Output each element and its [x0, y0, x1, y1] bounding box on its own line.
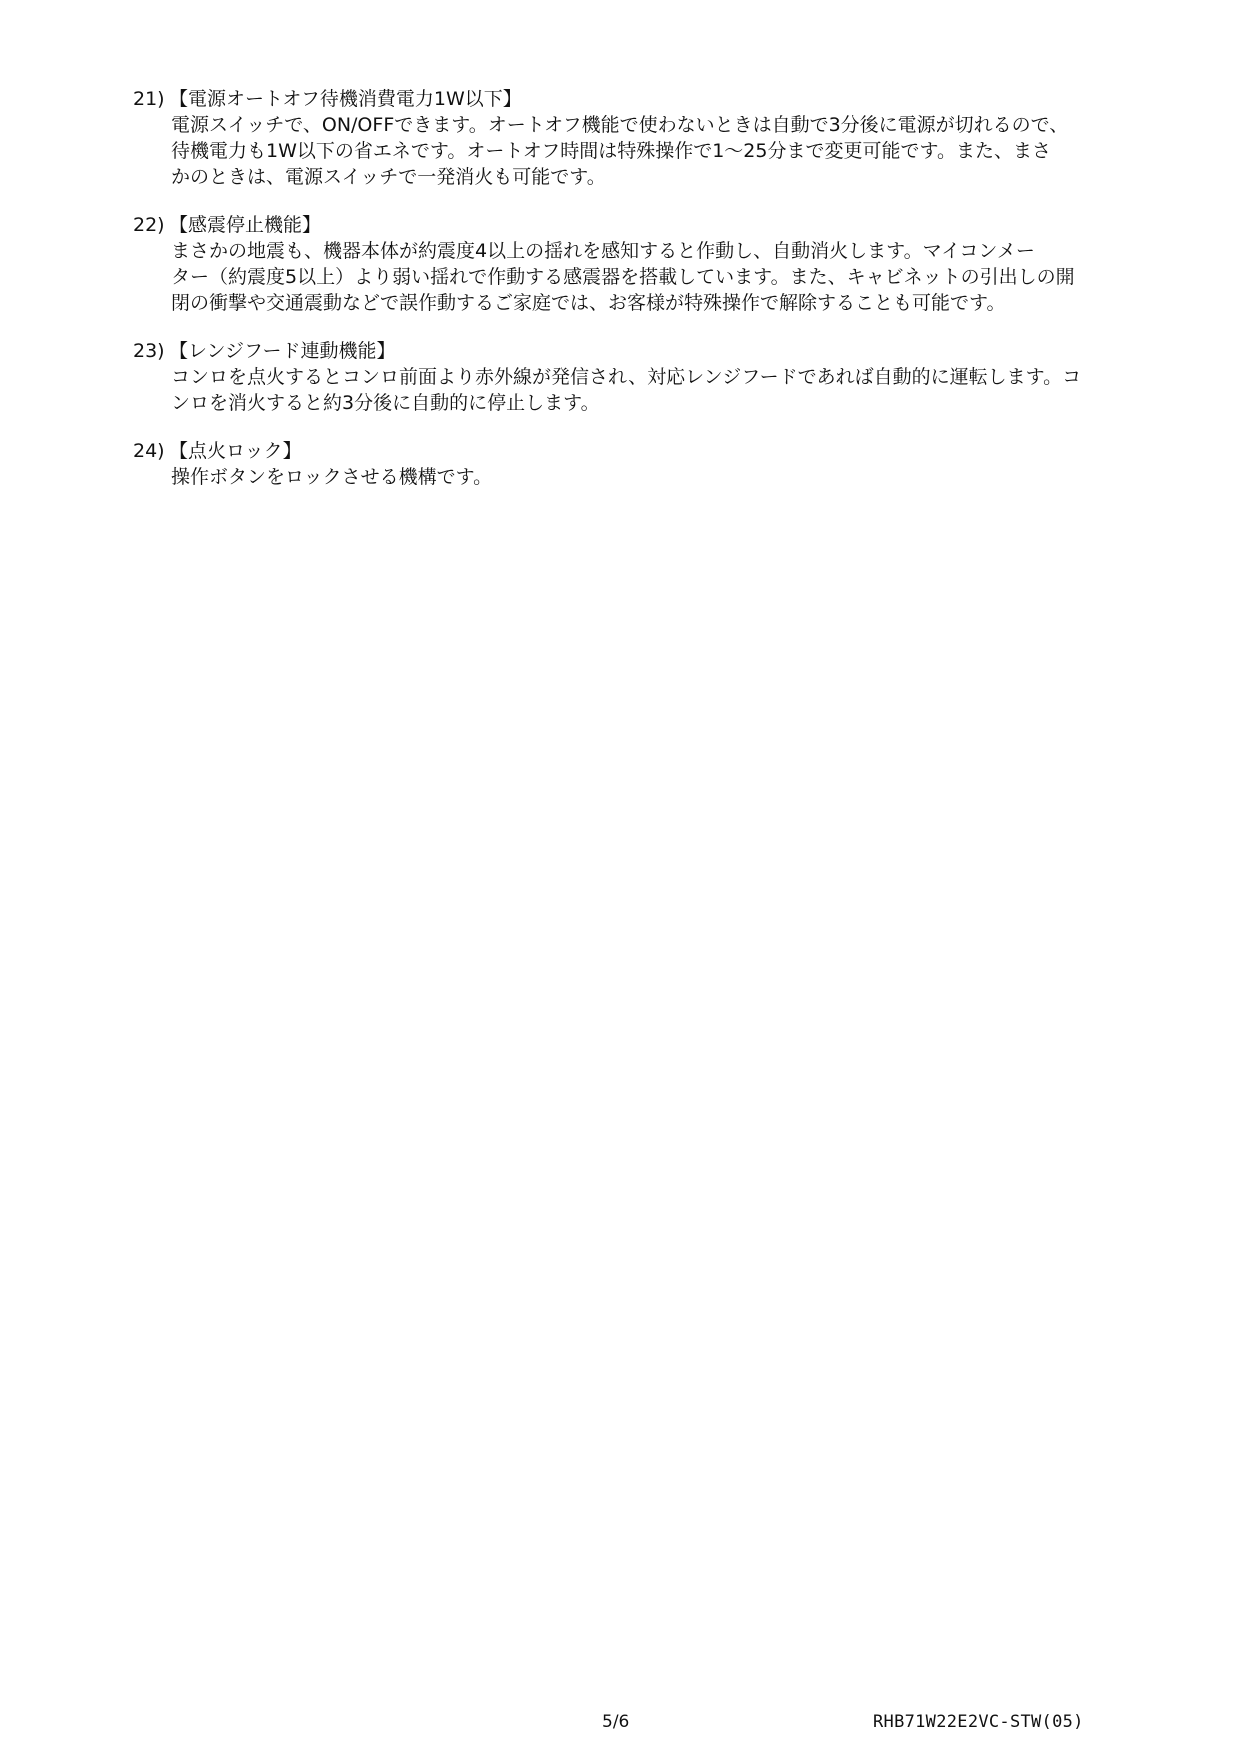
document-code: RHB71W22E2VC-STW(05): [873, 1712, 1084, 1732]
body-line: 操作ボタンをロックさせる機構です。: [171, 466, 493, 488]
section-24: [133, 438, 1173, 490]
section-heading: [133, 212, 1173, 238]
section-number: 24): [133, 440, 165, 462]
section-body: [171, 238, 1173, 316]
section-number: 22): [133, 214, 165, 236]
body-line: 電源スイッチで、ON/OFFできます。オートオフ機能で使わないときは自動で3分後に電源が切れるので、: [171, 114, 1069, 136]
body-line: コンロを点火するとコンロ前面より赤外線が発信され、対応レンジフードであれば自動的に運転します。コ: [171, 366, 1082, 388]
section-body: [171, 364, 1173, 416]
section-heading: [133, 86, 1173, 112]
body-line: ンロを消火すると約3分後に自動的に停止します。: [171, 392, 600, 414]
section-title: 【感震停止機能】: [169, 214, 322, 236]
section-23: [133, 338, 1173, 416]
page-number: 5/6: [602, 1712, 630, 1732]
section-21: [133, 86, 1173, 190]
section-title: 【点火ロック】: [169, 440, 302, 462]
body-line: 待機電力も1W以下の省エネです。オートオフ時間は特殊操作で1～25分まで変更可能です。また、まさ: [171, 140, 1051, 162]
section-heading: [133, 338, 1173, 364]
section-title: 【レンジフード連動機能】: [169, 340, 396, 362]
section-number: 21): [133, 88, 165, 110]
section-number: 23): [133, 340, 165, 362]
body-line: ター（約震度5以上）より弱い揺れで作動する感震器を搭載しています。また、キャビネットの引出しの開: [171, 266, 1075, 288]
body-line: かのときは、電源スイッチで一発消火も可能です。: [171, 166, 606, 188]
body-line: まさかの地震も、機器本体が約震度4以上の揺れを感知すると作動し、自動消火します。マイコンメー: [171, 240, 1035, 262]
document-content: [133, 86, 1173, 512]
section-title: 【電源オートオフ待機消費電力1W以下】: [169, 88, 522, 110]
section-body: [171, 464, 1173, 490]
section-heading: [133, 438, 1173, 464]
section-body: [171, 112, 1173, 190]
section-22: [133, 212, 1173, 316]
body-line: 閉の衝撃や交通震動などで誤作動するご家庭では、お客様が特殊操作で解除することも可能です。: [171, 292, 1006, 314]
